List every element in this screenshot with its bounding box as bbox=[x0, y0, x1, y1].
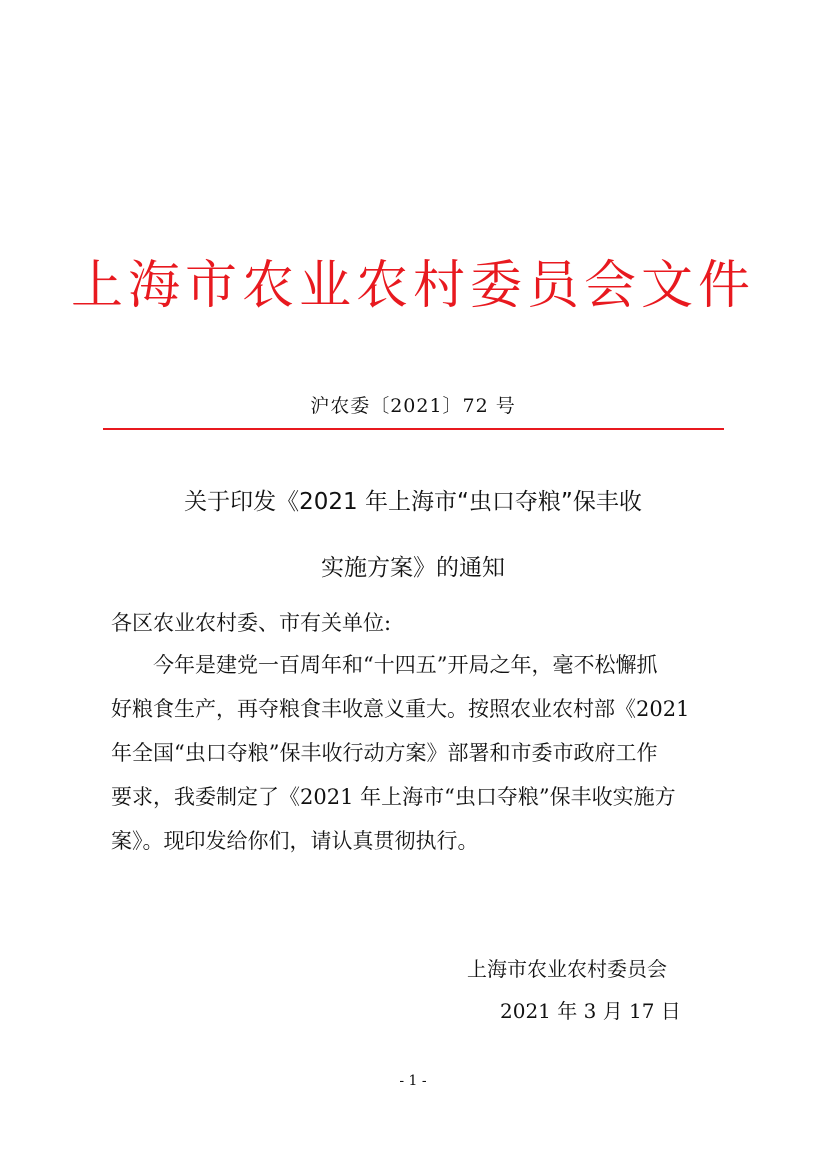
salutation: 各区农业农村委、市有关单位: bbox=[111, 611, 392, 635]
document-number: 沪农委〔2021〕72 号 bbox=[310, 395, 516, 417]
paragraph-line: 案》。现印发给你们，请认真贯彻执行。 bbox=[111, 829, 479, 853]
paragraph-line: 要求，我委制定了《2021 年上海市“虫口夺粮”保丰收实施方 bbox=[111, 785, 676, 809]
signature-organization: 上海市农业农村委员会 bbox=[467, 957, 667, 981]
signature-date: 2021 年 3 月 17 日 bbox=[500, 999, 681, 1023]
paragraph-line: 年全国“虫口夺粮”保丰收行动方案》部署和市委市政府工作 bbox=[111, 741, 658, 765]
notice-title-line-1: 关于印发《2021 年上海市“虫口夺粮”保丰收 bbox=[184, 489, 642, 515]
paragraph-line: 好粮食生产，再夺粮食丰收意义重大。按照农业农村部《2021 bbox=[111, 697, 690, 721]
document-header-title: 上海市农业农村委员会文件 bbox=[70, 256, 755, 316]
notice-title-line-2: 实施方案》的通知 bbox=[321, 555, 505, 581]
paragraph-line: 今年是建党一百周年和“十四五”开局之年，毫不松懈抓 bbox=[153, 653, 658, 677]
page-number: - 1 - bbox=[399, 1073, 427, 1089]
header-red-divider bbox=[103, 428, 724, 430]
